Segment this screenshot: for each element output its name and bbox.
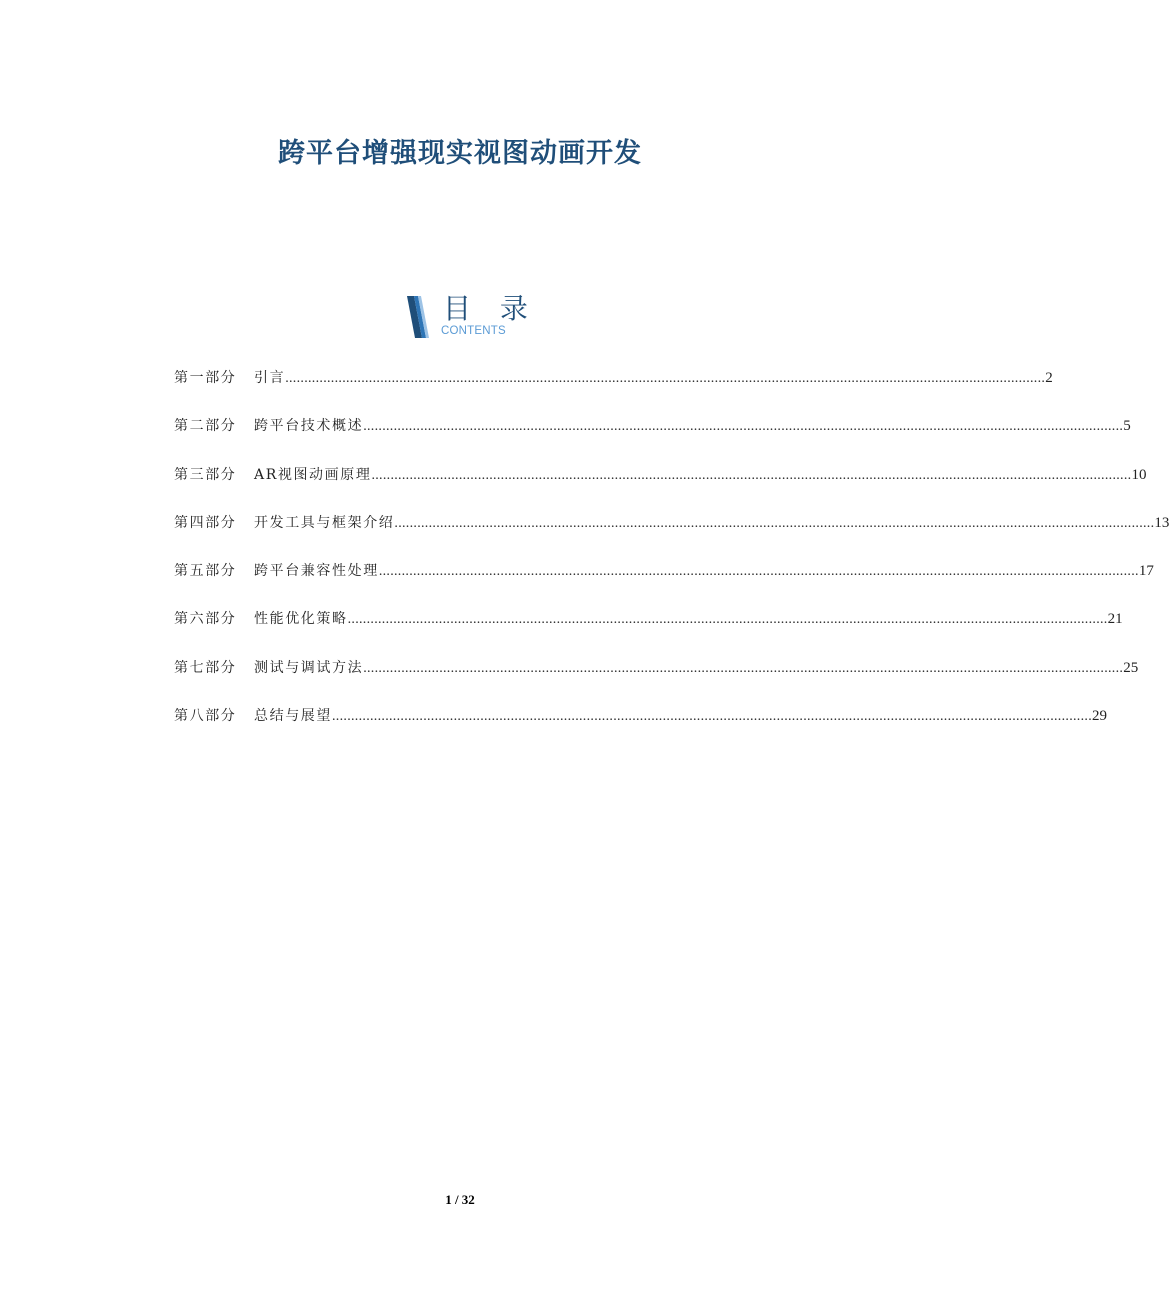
toc-entry-part: 第七部分 (174, 659, 237, 676)
toc-entry-page: 10 (1131, 466, 1147, 483)
toc-entry-page: 25 (1123, 659, 1139, 676)
toc-dot-leader: ........................................................................................................................................................................................................ (363, 660, 1124, 676)
toc-entry-page: 13 (1154, 514, 1169, 531)
toc-dot-leader: ........................................................................................................................................................................................................ (378, 564, 1139, 580)
toc-entry-part: 第八部分 (174, 708, 237, 725)
toc-heading-title: 目 录 (443, 292, 538, 325)
toc-entry-page: 29 (1092, 708, 1107, 725)
document-title: 跨平台增强现实视图动画开发 (278, 138, 642, 170)
toc-entry-page: 5 (1123, 418, 1131, 435)
toc-entry-title: AR视图动画原理 (254, 466, 372, 483)
toc-entry-part: 第六部分 (174, 611, 237, 628)
toc-entry[interactable] (174, 559, 1154, 607)
toc-entry-page: 21 (1107, 611, 1123, 628)
toc-dot-leader: ........................................................................................................................................................................................................ (285, 371, 1046, 386)
toc-dot-leader: ........................................................................................................................................................................................................ (363, 419, 1124, 435)
toc-entry[interactable] (174, 511, 1169, 559)
toc-entry-part: 第五部分 (174, 563, 237, 580)
toc-entry-part: 第二部分 (174, 418, 237, 435)
toc-heading (405, 292, 538, 340)
toc-dot-leader: ........................................................................................................................................................................................................ (347, 612, 1108, 628)
toc-entry-title: 性能优化策略 (254, 611, 348, 628)
toc-entry[interactable] (174, 366, 1053, 414)
toc-entry-page: 2 (1045, 370, 1053, 386)
toc-entry-part: 第一部分 (174, 370, 237, 386)
toc-entry-page: 17 (1138, 563, 1154, 580)
toc-entry[interactable] (174, 607, 1123, 655)
toc-entry-title: 跨平台兼容性处理 (254, 563, 379, 580)
toc-entry-title: 跨平台技术概述 (254, 418, 364, 435)
toc-entry-title: 引言 (254, 370, 286, 386)
toc-entry[interactable] (174, 704, 1107, 752)
toc-heading-subtitle: CONTENTS (441, 325, 506, 337)
slanted-stripes-logo-icon (405, 296, 431, 338)
toc-dot-leader: ........................................................................................................................................................................................................ (332, 709, 1092, 725)
toc-entry-title: 测试与调试方法 (254, 659, 364, 676)
toc-entry-part: 第三部分 (174, 466, 237, 483)
toc-entry[interactable] (174, 463, 1147, 511)
toc-entry[interactable] (174, 414, 1131, 462)
toc-entry-title: 开发工具与框架介绍 (254, 514, 395, 531)
toc-entry[interactable] (174, 656, 1139, 704)
toc-dot-leader: ........................................................................................................................................................................................................ (371, 467, 1132, 483)
page-indicator: 1 / 32 (445, 1192, 475, 1207)
toc-entry-part: 第四部分 (174, 514, 237, 531)
table-of-contents (174, 366, 1169, 752)
toc-entry-title: 总结与展望 (254, 708, 332, 725)
toc-dot-leader: ........................................................................................................................................................................................................ (394, 515, 1155, 531)
